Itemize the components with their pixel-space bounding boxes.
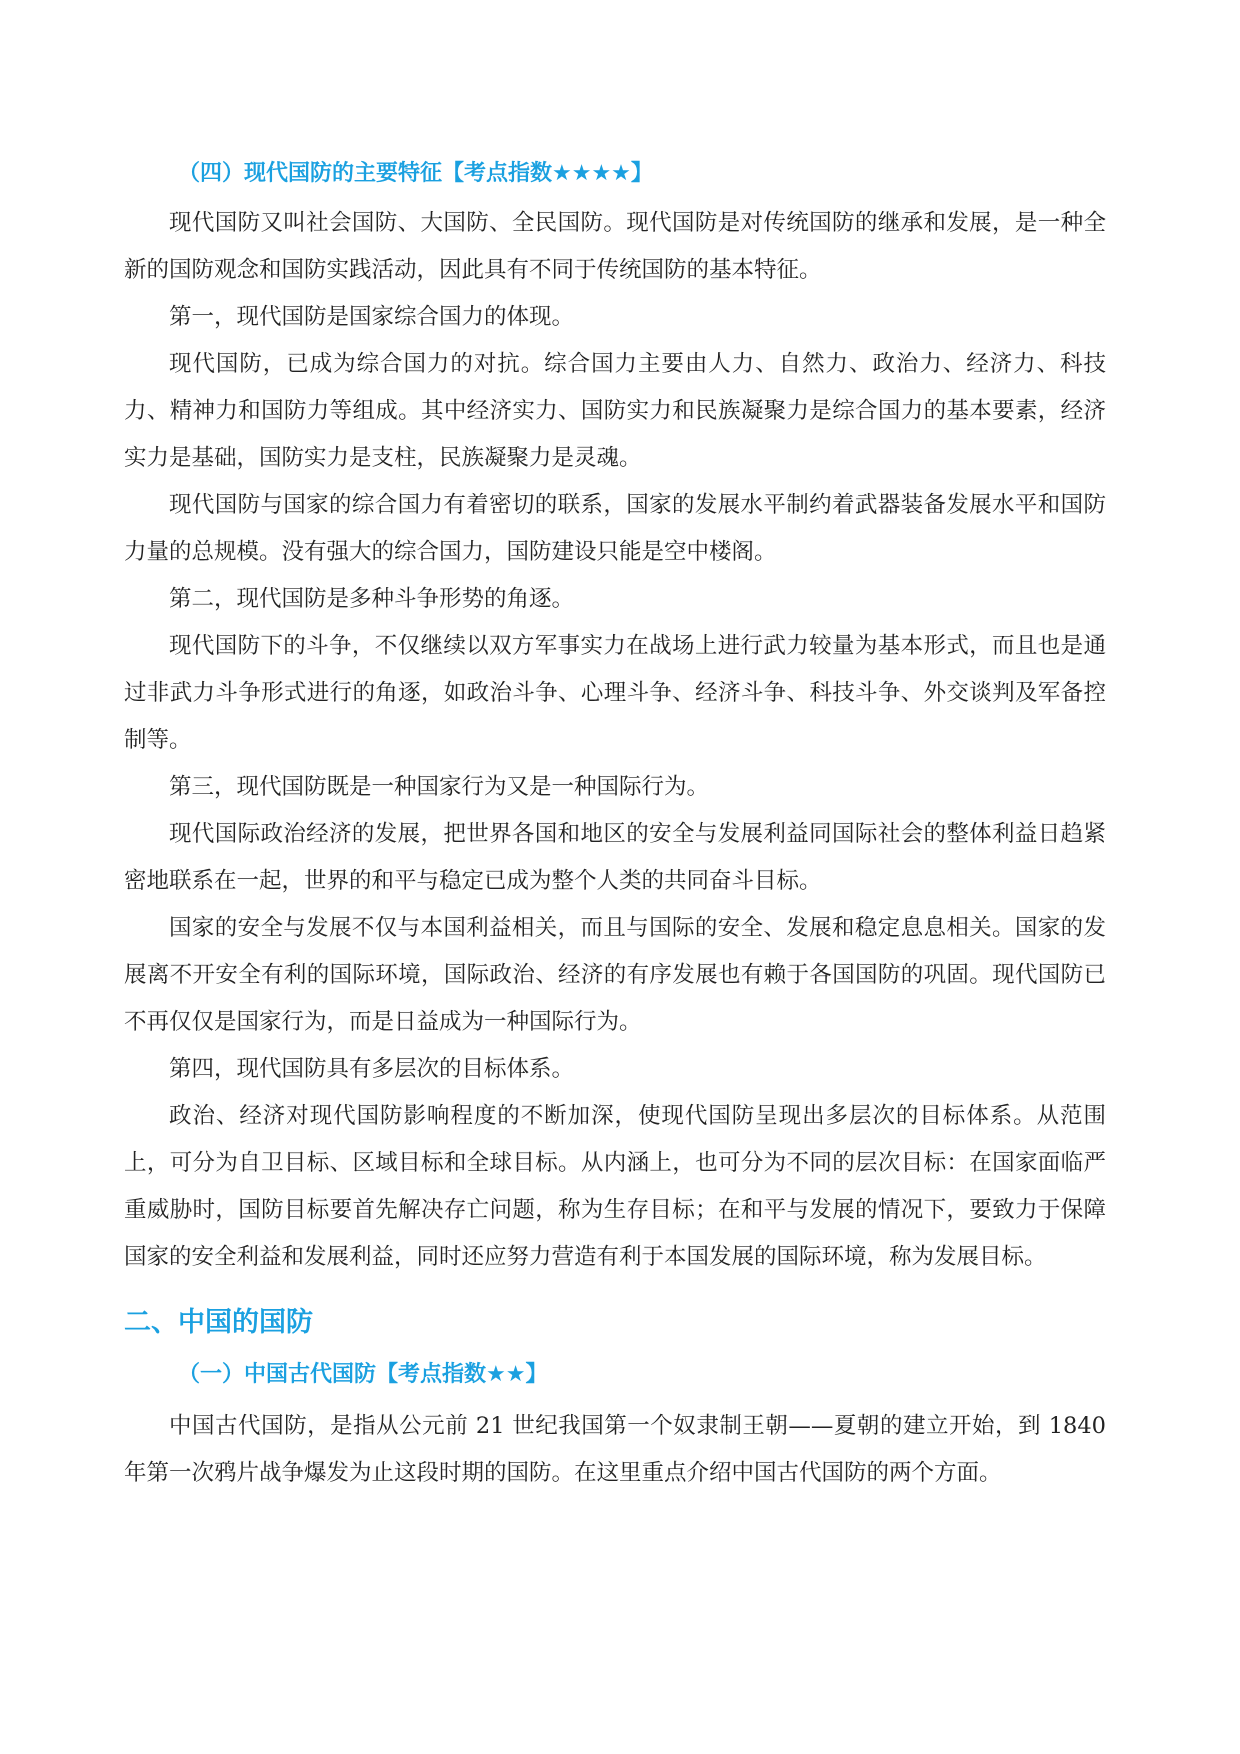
paragraph-point-one: 第一，现代国防是国家综合国力的体现。 bbox=[169, 304, 575, 330]
paragraph: 现代国防又叫社会国防、大国防、全民国防。现代国防是对传统国防的继承和发展，是一种全新的国防观念和国防实践活动，因此具有不同于传统国防的基本特征。 bbox=[124, 210, 1106, 283]
subsection-body-modern-defense-features bbox=[124, 200, 1106, 1281]
page-content bbox=[124, 158, 1106, 1497]
paragraph: 现代国际政治经济的发展，把世界各国和地区的安全与发展利益同国际社会的整体利益日趋紧密地联系在一起，世界的和平与稳定已成为整个人类的共同奋斗目标。 bbox=[124, 821, 1106, 894]
subsection-heading-ancient-defense: （一）中国古代国防【考点指数★★】 bbox=[178, 1362, 548, 1387]
subsection-heading-modern-defense-features: （四）现代国防的主要特征【考点指数★★★★】 bbox=[178, 161, 653, 186]
paragraph-point-three: 第三，现代国防既是一种国家行为又是一种国际行为。 bbox=[169, 774, 710, 800]
paragraph: 中国古代国防，是指从公元前 21 世纪我国第一个奴隶制王朝——夏朝的建立开始，到 1840 年第一次鸦片战争爆发为止这段时期的国防。在这里重点介绍中国古代国防的两个方面。 bbox=[124, 1413, 1106, 1486]
paragraph: 现代国防，已成为综合国力的对抗。综合国力主要由人力、自然力、政治力、经济力、科技力、精神力和国防力等组成。其中经济实力、国防实力和民族凝聚力是综合国力的基本要素，经济实力是基础，国防实力是支柱，民族凝聚力是灵魂。 bbox=[124, 351, 1106, 471]
section-heading-china-defense: 二、中国的国防 bbox=[124, 1307, 313, 1338]
paragraph: 现代国防与国家的综合国力有着密切的联系，国家的发展水平制约着武器装备发展水平和国防力量的总规模。没有强大的综合国力，国防建设只能是空中楼阁。 bbox=[124, 492, 1106, 565]
paragraph: 现代国防下的斗争，不仅继续以双方军事实力在战场上进行武力较量为基本形式，而且也是通过非武力斗争形式进行的角逐，如政治斗争、心理斗争、经济斗争、科技斗争、外交谈判及军备控制等。 bbox=[124, 633, 1106, 753]
subsection-body-ancient-defense bbox=[124, 1403, 1106, 1497]
paragraph: 政治、经济对现代国防影响程度的不断加深，使现代国防呈现出多层次的目标体系。从范围上，可分为自卫目标、区域目标和全球目标。从内涵上，也可分为不同的层次目标：在国家面临严重威胁时，国防目标要首先解决存亡问题，称为生存目标；在和平与发展的情况下，要致力于保障国家的安全利益和发展利益，同时还应努力营造有利于本国发展的国际环境，称为发展目标。 bbox=[124, 1103, 1106, 1270]
paragraph-point-two: 第二，现代国防是多种斗争形势的角逐。 bbox=[169, 586, 575, 612]
paragraph: 国家的安全与发展不仅与本国利益相关，而且与国际的安全、发展和稳定息息相关。国家的发展离不开安全有利的国际环境，国际政治、经济的有序发展也有赖于各国国防的巩固。现代国防已不再仅仅是国家行为，而是日益成为一种国际行为。 bbox=[124, 915, 1106, 1035]
paragraph-point-four: 第四，现代国防具有多层次的目标体系。 bbox=[169, 1056, 575, 1082]
